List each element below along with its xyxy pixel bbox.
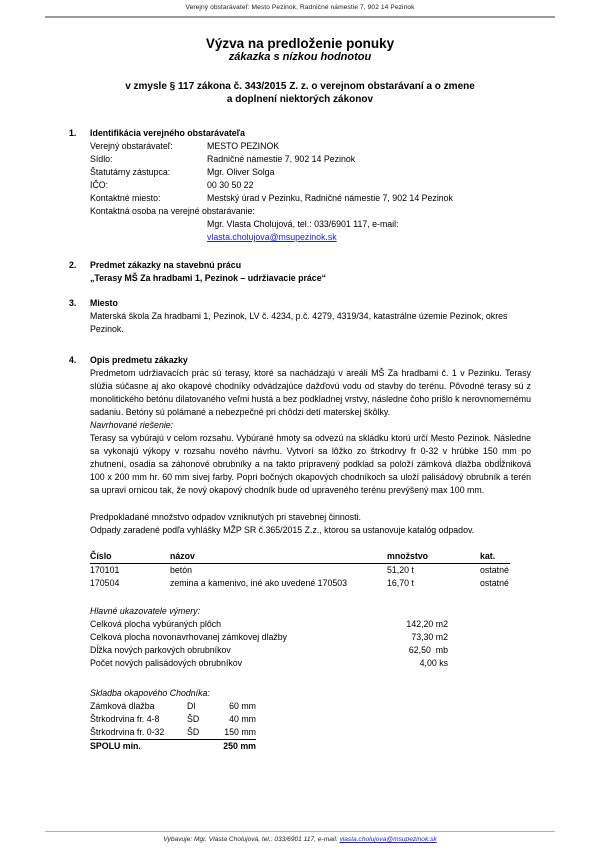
section-2-number: 2. xyxy=(69,260,77,270)
layer-value: 60 mm xyxy=(229,701,256,711)
kv-label: Verejný obstarávateľ: xyxy=(90,141,173,151)
section-identification xyxy=(69,127,531,244)
section-1-number: 1. xyxy=(69,128,77,138)
contact-person-label: Kontaktná osoba na verejné obstarávanie: xyxy=(90,206,255,216)
description-paragraph-1: Predmetom udržiavacích prác sú terasy, ktoré sa nachádzajú v areáli MŠ Za hradbami č. 1 v Pezinku. Terasy slúžia súčasne aj ako okapové chodníky odvádzajúce dažďovú vodu od stavby do terénu. Pôvodné terasy sú z monolitického betónu dilatovaného veľmi hustá a bez podkladnej vrstvy, následne čoho prišlo k nerovnomernému sadaniu. Betóny sú polámané a nebezpečné pri chôdzi detí materskej škôlky. xyxy=(90,368,531,417)
section-1-heading xyxy=(69,127,531,140)
kv-row xyxy=(90,140,531,153)
cell-nazov: betón xyxy=(170,565,193,575)
section-place xyxy=(69,297,531,336)
section-3-title: Miesto xyxy=(90,298,118,308)
place-text: Materská škola Za hradbami 1, Pezinok, LV č. 4234, p.č. 4279, 4319/34, katastrálne územie Pezinok, okres Pezinok. xyxy=(90,311,508,334)
table-row xyxy=(90,713,256,726)
measures-heading: Hlavné ukazovatele výmery: xyxy=(90,606,201,616)
kv-row xyxy=(90,166,531,179)
layer-abbr: ŠD xyxy=(187,714,200,724)
kv-value: Mestský úrad v Pezinku, Radničné námestie 7, 902 14 Pezinok xyxy=(207,193,453,203)
col-header-nazov: názov xyxy=(170,551,195,561)
kv-label: IČO: xyxy=(90,180,109,190)
measure-label: Celková plocha vybúraných plôch xyxy=(90,619,222,629)
contract-subject: „Terasy MŠ Za hradbami 1, Pezinok – udržiavacie práce“ xyxy=(90,273,326,283)
section-4-title: Opis predmetu zákazky xyxy=(90,355,188,365)
list-item xyxy=(90,618,448,631)
list-item xyxy=(90,657,448,670)
list-item xyxy=(90,644,448,657)
section-description xyxy=(69,354,531,753)
document-subtitle: zákazka s nízkou hodnotou xyxy=(228,51,372,63)
cell-kat: ostatné xyxy=(480,578,509,588)
title-block xyxy=(0,36,600,106)
measure-value: 62,50 mb xyxy=(408,645,448,655)
measure-value: 4,00 ks xyxy=(419,658,448,668)
page-header-text: Verejný obstarávateľ: Mesto Pezinok, Radničné námestie 7, 902 14 Pezinok xyxy=(185,4,415,11)
cell-mnozstvo: 51,20 t xyxy=(387,565,414,575)
layer-value: 40 mm xyxy=(229,714,256,724)
law-reference xyxy=(0,81,600,106)
section-3-heading xyxy=(69,297,531,310)
cell-cislo: 170504 xyxy=(90,578,120,588)
table-row xyxy=(90,564,510,577)
page-footer xyxy=(0,836,600,843)
layer-abbr: ŠD xyxy=(187,727,200,737)
section-1-title: Identifikácia verejného obstarávateľa xyxy=(90,128,245,138)
kv-row xyxy=(90,153,531,166)
kv-label: Štatutárny zástupca: xyxy=(90,167,171,177)
layer-abbr: Dl xyxy=(187,701,196,711)
section-3-number: 3. xyxy=(69,298,77,308)
table-row xyxy=(90,726,256,740)
cell-nazov: zemina a kamenivo, iné ako uvedené 170503 xyxy=(170,578,348,588)
kv-label: Sídlo: xyxy=(90,154,113,164)
measure-label: Počet nových palisádových obrubníkov xyxy=(90,658,243,668)
measure-label: Dĺžka nových parkových obrubníkov xyxy=(90,645,231,655)
kv-row xyxy=(90,192,531,205)
footer-text: Vybavuje: Mgr. Vlasta Cholujová, tel.: 033/6901 117, e-mail: xyxy=(163,836,340,843)
col-header-cislo: Číslo xyxy=(90,551,112,561)
section-4-number: 4. xyxy=(69,355,77,365)
cell-cislo: 170101 xyxy=(90,565,120,575)
measure-value: 73,30 m2 xyxy=(411,632,448,642)
kv-value: MESTO PEZINOK xyxy=(207,141,280,151)
contact-person-value: Mgr. Vlasta Cholujová, tel.: 033/6901 117, e-mail: xyxy=(207,219,399,229)
measure-value: 142,20 m2 xyxy=(406,619,448,629)
waste-table xyxy=(90,550,510,590)
section-4-heading xyxy=(69,354,531,367)
waste-intro-line1: Predpokladané množstvo odpadov vzniknutých pri stavebnej činnosti. xyxy=(90,512,361,522)
measures-list xyxy=(90,605,448,670)
header-rule xyxy=(45,16,555,18)
table-row xyxy=(90,700,256,713)
waste-intro-line2: Odpady zaradené podľa vyhlášky MŽP SR č.365/2015 Z.z., ktorou sa ustanovuje katalóg odpadov. xyxy=(90,525,475,535)
footer-email-link[interactable]: vlasta.cholujova@msupezinok.sk xyxy=(339,836,437,843)
section-2-heading xyxy=(69,259,531,272)
cell-mnozstvo: 16,70 t xyxy=(387,578,414,588)
contact-email-link[interactable]: vlasta.cholujova@msupezinok.sk xyxy=(207,232,337,242)
measure-label: Celková plocha novonavrhovanej zámkovej dlažby xyxy=(90,632,288,642)
section-subject xyxy=(69,259,531,285)
proposed-solution-label: Navrhované riešenie: xyxy=(90,420,174,430)
kv-label: Kontaktné miesto: xyxy=(90,193,161,203)
kv-value: Radničné námestie 7, 902 14 Pezinok xyxy=(207,154,356,164)
composition-table xyxy=(90,687,256,753)
composition-total-row xyxy=(90,740,256,753)
kv-value: Mgr. Oliver Solga xyxy=(207,167,275,177)
col-header-mnozstvo: množstvo xyxy=(387,551,429,561)
description-paragraph-2: Terasy sa vybúrajú v celom rozsahu. Vybúrané hmoty sa odvezú na skládku ktorú určí Mesto Pezinok. Následne sa vykonajú výkopy v rozsahu nového návrhu. Vytvorí sa lôžko zo štrkodrvy fr 0-32 v hrúbke 150 mm po zhutnení, osadia sa záhonové obrubníky a na takto pripravený podklad sa položí zámková dlažba obdĺžniková 100 x 200 mm hr. 60 mm sivej farby. Popri bočných okapových chodníkoch sa uloží palisádový obrubník a terén sa upraví ornicou tak, že nový okapový chodník bude od upraveného terénu prevýšený max 100 mm. xyxy=(90,433,531,495)
law-reference-line2: a doplnení niektorých zákonov xyxy=(226,93,374,105)
layer-label: Štrkodrvina fr. 0-32 xyxy=(90,727,165,737)
layer-label: Štrkodrvina fr. 4-8 xyxy=(90,714,160,724)
total-value: 250 mm xyxy=(223,741,256,751)
layer-value: 150 mm xyxy=(224,727,256,737)
waste-table-header xyxy=(90,550,510,564)
document-body xyxy=(69,127,531,753)
composition-heading: Skladba okapového Chodníka: xyxy=(90,688,210,698)
section-2-title: Predmet zákazky na stavebnú prácu xyxy=(90,260,242,270)
kv-value: 00 30 50 22 xyxy=(207,180,254,190)
table-row xyxy=(90,577,510,590)
document-title: Výzva na predloženie ponuky xyxy=(205,36,395,51)
layer-label: Zámková dlažba xyxy=(90,701,155,711)
list-item xyxy=(90,631,448,644)
total-label: SPOLU min. xyxy=(90,741,141,751)
kv-row xyxy=(90,179,531,192)
col-header-kat: kat. xyxy=(480,551,496,561)
cell-kat: ostatné xyxy=(480,565,509,575)
footer-rule xyxy=(45,831,555,832)
law-reference-line1: v zmysle § 117 zákona č. 343/2015 Z. z. o verejnom obstarávaní a o zmene xyxy=(125,81,475,92)
